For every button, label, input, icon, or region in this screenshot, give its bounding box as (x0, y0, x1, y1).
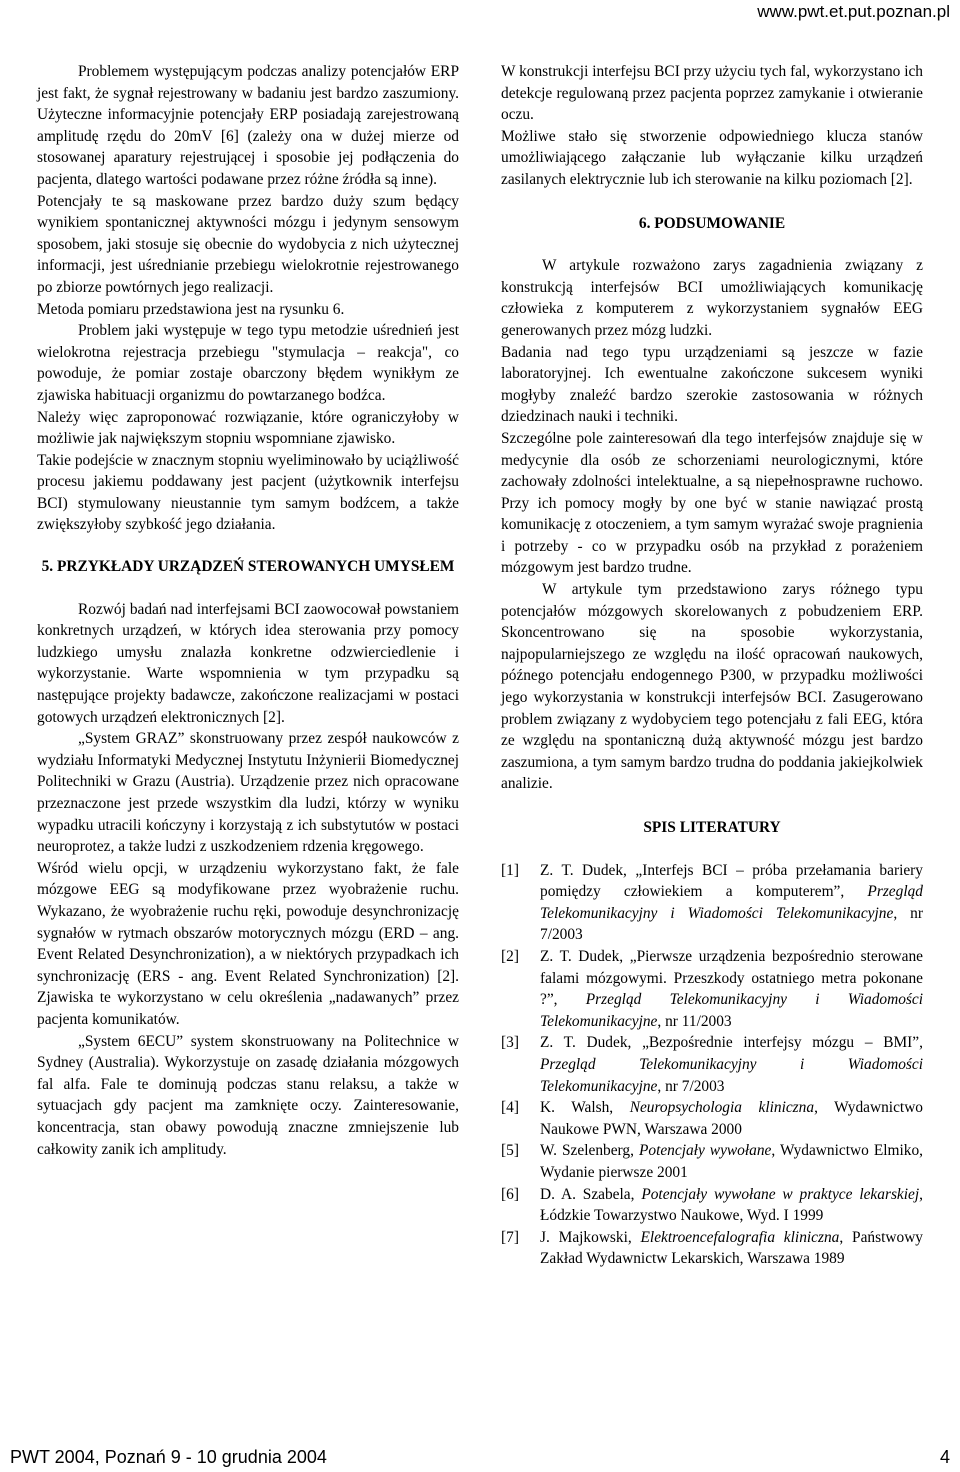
paragraph: Należy więc zaproponować rozwiązanie, które ograniczyłoby w możliwie jak największym stopniu wspomniane zjawisko. (37, 408, 459, 448)
reference-text (540, 1032, 923, 1097)
reference-plain: D. A. Szabela, (540, 1185, 642, 1203)
reference-plain: K. Walsh, (540, 1099, 630, 1117)
reference-italic: Neuropsychologia kliniczna (629, 1099, 815, 1117)
paragraph: Szczególne pole zainteresowań dla tego interfejsów znajduje się w medycynie dla osób ze schorzeniami neurologicznymi, które zachowały zdolności intelektualne, a są niepełnosprawne ruchowo. Przy ich pomocy mogły by one być w stanie nawiązać prostą komunikację z otoczeniem, a tym samym wyrażać swoje pragnienia i potrzeby - co w przypadku osób na przykład z porażeniem mózgowym jest bardzo trudne. (501, 429, 923, 577)
reference-tail: , nr 7/2003 (657, 1077, 725, 1095)
reference-tail: , Wydawnictwo Naukowe PWN, Warszawa 2000 (540, 1099, 924, 1138)
paragraph: W konstrukcji interfejsu BCI przy użyciu tych fal, wykorzystano ich detekcje regulowaną przez pacjenta poprzez zamykanie i otwieranie oczu. (501, 63, 923, 124)
left-column (37, 61, 459, 1160)
reference-text (540, 1227, 923, 1270)
reference-number: [3] (501, 1034, 519, 1052)
page-number: 4 (939, 1447, 950, 1467)
paragraph: Badania nad tego typu urządzeniami są jeszcze w fazie laboratoryjnej. Ich ewentualne zakończone sukcesem wyniki mogłyby znaleźć bardzo szerokie zastosowania w różnych dziedzinach nauki i techniki. (501, 343, 923, 426)
reference-tail: , Państwowy Zakład Wydawnictw Lekarskich, Warszawa 1989 (540, 1228, 924, 1268)
reference-plain: Z. T. Dudek, „Pierwsze urządzenia bezpośrednio sterowane falami mózgowymi. Przeszkody ostatniego metra pokonane ?”, (540, 947, 923, 1009)
section-5-title: 5. PRZYKŁADY URZĄDZEŃ STEROWANYCH UMYSŁEM (41, 558, 455, 576)
paragraph: Wśród wielu opcji, w urządzeniu wykorzystano fakt, że fale mózgowe EEG są modyfikowane przez wyobrażenie ruchu. Wykazano, że wyobrażenie ruchu ręki, powoduje desynchronizację sygnałów w rytmach obszarów motorycznych mózgu (ERD – ang. Event Related Desynchronization), a w niektórych przypadkach ich synchronizację (ERS - ang. Event Related Synchronization) [2]. Zjawiska te wykorzystano w celu określenia „nadawanych” przez pacjenta komunikatów. (37, 859, 459, 1028)
reference-text (540, 1140, 923, 1183)
reference-tail: , Łódzkie Towarzystwo Naukowe, Wyd. I 1999 (540, 1185, 924, 1225)
paragraph: Problemem występującym podczas analizy potencjałów ERP jest fakt, że sygnał rejestrowany w badaniu jest bardzo zaszumiony. Użyteczne informacyjnie potencjały ERP posiadają zarejestrowaną amplitudę rzędu do 20mV [6] (zależy ona w dużej mierze od stosowanej aparatury rejestrującej i sposobie jej podłączenia do pacjenta, dlatego wartości podawane przez różne źródła są inne). (37, 63, 459, 188)
reference-item (501, 860, 923, 946)
footer-conference: PWT 2004, Poznań 9 - 10 grudnia 2004 (10, 1447, 327, 1467)
reference-number: [2] (501, 947, 519, 965)
reference-item (501, 1140, 923, 1183)
reference-italic: Potencjały wywołane w praktyce lekarskiej (641, 1185, 920, 1203)
reference-plain: W. Szelenberg, (540, 1142, 639, 1160)
references-title: SPIS LITERATURY (643, 819, 781, 836)
reference-text (540, 1184, 923, 1227)
reference-text (540, 1097, 923, 1140)
paragraph: „System 6ECU” system skonstruowany na Politechnice w Sydney (Australia). Wykorzystuje on zasadę działania mózgowych fal alfa. Fale te dominują podczas stanu relaksu, a także w sytuacjach gdy pacjent ma zamknięte oczy. Zainteresowanie, koncentracja, stan obawy powodują znaczne zmniejszenie lub całkowity zanik ich amplitudy. (37, 1032, 459, 1158)
reference-italic: Przegląd Telekomunikacyjny i Wiadomości Telekomunikacyjne (540, 1055, 923, 1095)
reference-plain: Z. T. Dudek, „Bezpośrednie interfejsy mózgu – BMI”, (540, 1034, 923, 1052)
reference-number: [5] (501, 1142, 519, 1160)
paragraph: Rozwój badań nad interfejsami BCI zaowocował powstaniem konkretnych urządzeń, w których idea sterowania przy pomocy ludzkiego umysłu znalazła konkretne odzwierciedlenie i wykorzystanie. Warte wspomnienia w tym przypadku są następujące projekty badawcze, zakończone realizacjami w postaci gotowych urządzeń elektronicznych [2]. (37, 600, 459, 726)
reference-item (501, 1097, 923, 1140)
reference-text (540, 946, 923, 1032)
references-list (501, 860, 923, 1270)
reference-italic: Przegląd Telekomunikacyjny i Wiadomości Telekomunikacyjne (540, 991, 923, 1030)
reference-item (501, 946, 923, 1032)
reference-number: [7] (501, 1228, 519, 1246)
paragraph: Potencjały te są maskowane przez bardzo duży szum będący wynikiem spontanicznej aktywności mózgu i jedynym sensowym sposobem, jaki stosuje się obecnie do wydobycia z nich użytecznej informacji, jest uśrednianie przebiegu wielokrotnie rejestrowanego po zbiorze powtórnych jego realizacji. (37, 192, 459, 296)
reference-tail: , nr 11/2003 (657, 1012, 732, 1030)
reference-number: [6] (501, 1185, 519, 1203)
reference-tail: , Wydawnictwo Elmiko, Wydanie pierwsze 2001 (540, 1142, 923, 1181)
site-url: www.pwt.et.put.poznan.pl (757, 2, 950, 21)
paragraph: Takie podejście w znacznym stopniu wyeliminowało by uciążliwość procesu jakiemu poddawany jest pacjent (użytkownik interfejsu BCI) stymulowany nieustannie tym samym bodźcem, a także zwiększyłoby szybkość jego działania. (37, 451, 459, 534)
reference-number: [1] (501, 861, 519, 879)
paragraph: Możliwe stało się stworzenie odpowiedniego klucza stanów umożliwiającego załączanie lub wyłączanie kilku urządzeń zasilanych elektrycznie lub ich sterowanie na kilku poziomach [2]. (501, 127, 923, 188)
paragraph: W artykule rozważono zarys zagadnienia związany z konstrukcją interfejsów BCI umożliwiających komunikację człowieka z komputerem z wykorzystaniem sygnałów EEG generowanych przez mózg ludzki. (501, 257, 923, 339)
paragraph: Metoda pomiaru przedstawiona jest na rysunku 6. (37, 300, 345, 318)
reference-italic: Potencjały wywołane (638, 1142, 772, 1160)
reference-plain: J. Majkowski, (540, 1228, 641, 1246)
reference-italic: Przegląd Telekomunikacyjny i Wiadomości Telekomunikacyjne (540, 883, 923, 922)
paragraph: Problem jaki występuje w tego typu metodzie uśrednień jest wielokrotna rejestracja przebiegu "stymulacja – reakcja", co powoduje, że pomiar zostaje obarczony błędem wynikłym ze zjawiska habituacji organizmu do powtarzanego bodźca. (37, 322, 459, 404)
reference-italic: Elektroencefalografia kliniczna (640, 1228, 840, 1246)
reference-number: [4] (501, 1099, 519, 1117)
reference-tail: , nr 7/2003 (540, 904, 923, 944)
section-6-title: 6. PODSUMOWANIE (638, 214, 786, 232)
paragraph: W artykule tym przedstawiono zarys różnego typu potencjałów mózgowych skorelowanych z pobudzeniem ERP. Skoncentrowano się na sposobie wykorzystania, najpopularniejszego ze względu na ilość opracowań naukowych, późnego potencjału endogennego P300, w przypadku możliwości jego wykorzystania w konstrukcji interfejsów BCI. Zasugerowano problem związany z wydobyciem tego potencjału z fali EEG, która ze względu na spontaniczną dużą aktywność mózgu jest bardzo zaszumiona, a tym samym bardzo trudna do poddania jakiejkolwiek analizie. (501, 581, 923, 793)
right-column (501, 61, 923, 1270)
reference-item (501, 1032, 923, 1097)
reference-item (501, 1227, 923, 1270)
reference-plain: Z. T. Dudek, „Interfejs BCI – próba przełamania bariery pomiędzy człowiekiem a komputerem”, (540, 861, 923, 901)
reference-text (540, 860, 923, 946)
reference-item (501, 1184, 923, 1227)
paragraph: „System GRAZ” skonstruowany przez zespół naukowców z wydziału Informatyki Medycznej Instytutu Inżynierii Biomedycznej Politechniki w Grazu (Austria). Urządzenie przez nich opracowane przeznaczone jest przede wszystkim dla ludzi, którzy w wyniku wypadku utracili kończyny i korzystają z ich substytutów w postaci neuroprotez, a także ludzi z uszkodzeniem rdzenia kręgowego. (37, 730, 459, 856)
